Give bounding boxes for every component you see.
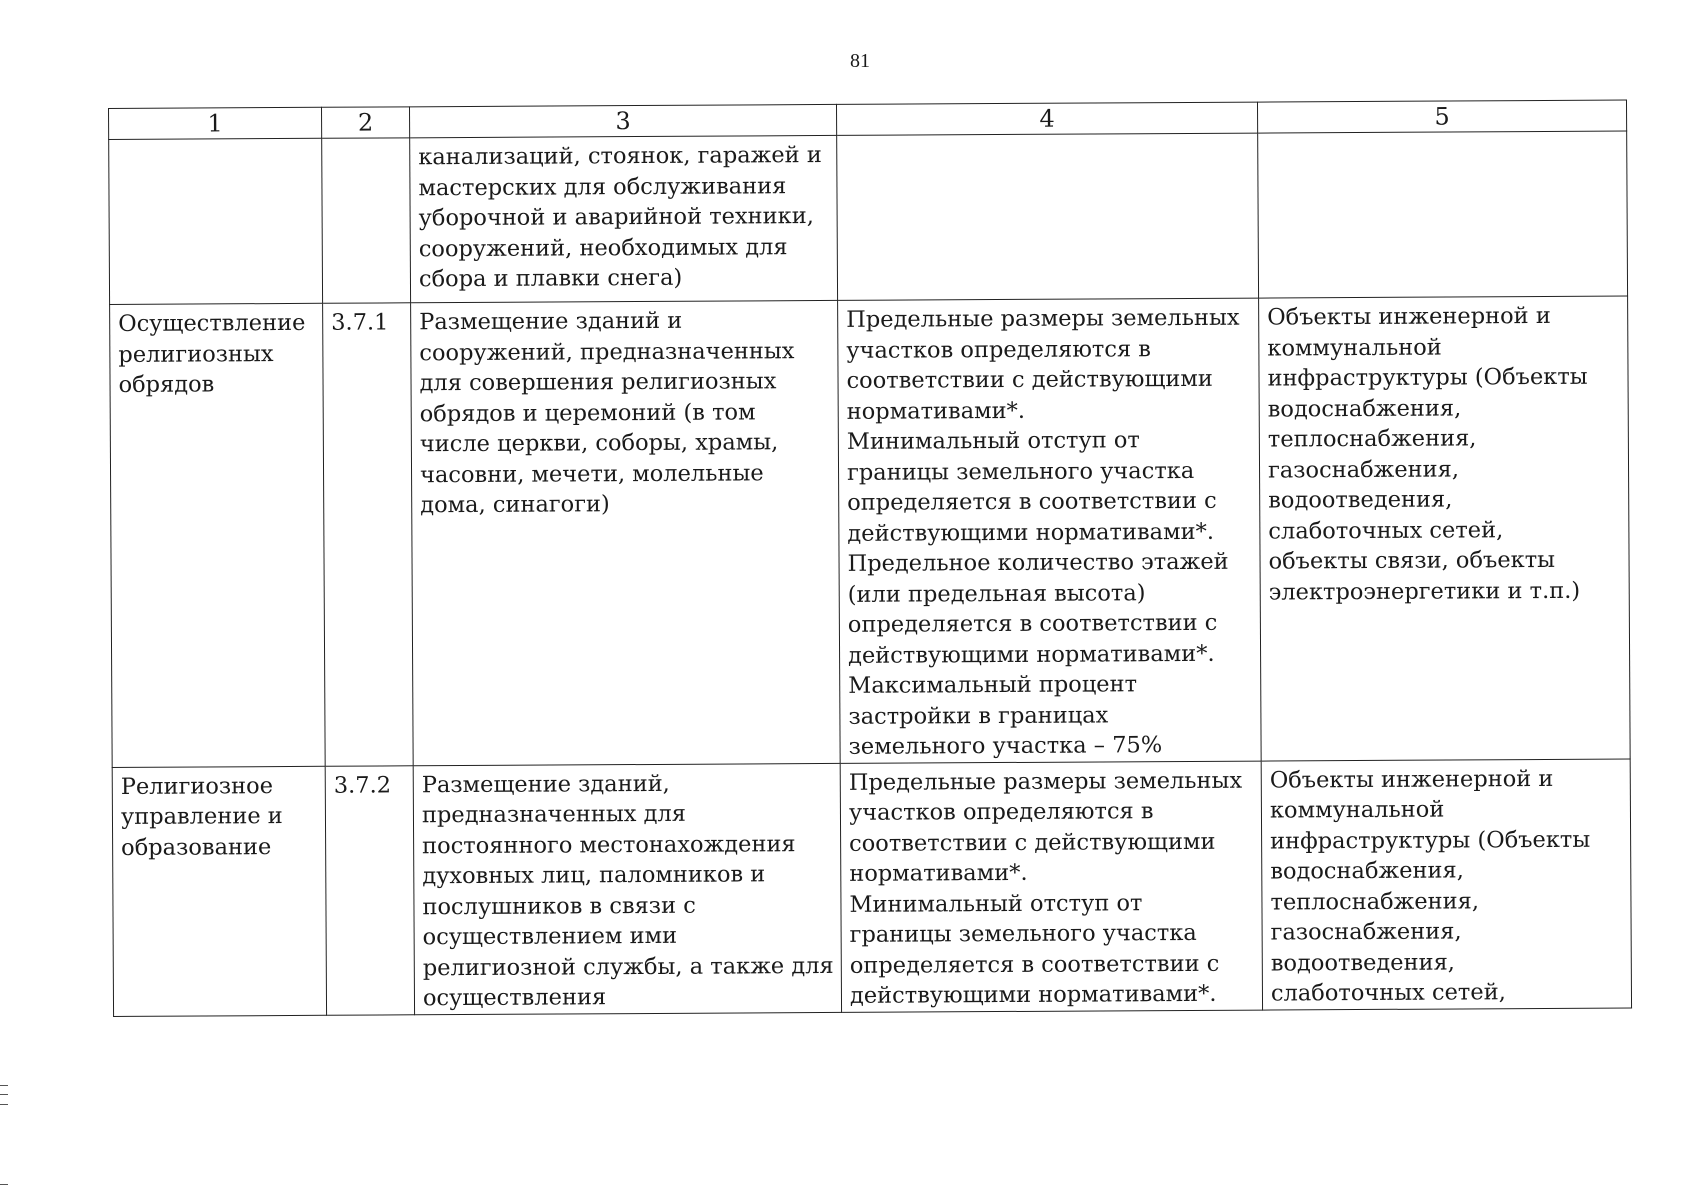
zoning-table	[108, 100, 1632, 1017]
objects-cell	[1258, 131, 1628, 298]
page-number: 81	[850, 50, 870, 72]
table-row	[109, 131, 1628, 304]
use-name-cell: Религиозное управление и образование	[112, 766, 326, 1016]
header-cell-5: 5	[1257, 100, 1626, 133]
use-name-cell	[109, 138, 323, 304]
objects-cell: Объекты инженерной и коммунальной инфраструктуры (Объекты водоснабжения, теплоснабжения, газоснабжения, водоотведения, слаботочных сетей,	[1261, 759, 1631, 1010]
parameters-cell	[837, 133, 1259, 300]
parameters-cell: Предельные размеры земельных участков определяются в соответствии с действующими нормативами*. Минимальный отступ от границы земельного участка определяется в соответствии с действующими нормативами*.	[840, 761, 1262, 1012]
use-code-cell: 3.7.2	[325, 765, 414, 1014]
use-description-cell: канализаций, стоянок, гаражей и мастерских для обслуживания уборочной и аварийной техники, сооружений, необходимых для сбора и плавки снега)	[410, 135, 838, 302]
header-cell-1: 1	[109, 107, 322, 139]
use-description-cell: Размещение зданий и сооружений, предназначенных для совершения религиозных обрядов и церемоний (в том числе церкви, соборы, храмы, часовни, мечети, молельные дома, синагоги)	[411, 300, 841, 765]
use-code-cell	[322, 138, 411, 303]
use-name-cell: Осуществление религиозных обрядов	[110, 303, 326, 767]
header-cell-4: 4	[836, 102, 1257, 135]
table-row	[112, 759, 1631, 1016]
use-description-cell: Размещение зданий, предназначенных для постоянного местонахождения духовных лиц, паломников и послушников в связи с осуществлением ими религиозной службы, а также для осуществления	[413, 763, 841, 1014]
parameters-cell: Предельные размеры земельных участков определяются в соответствии с действующими нормативами*. Минимальный отступ от границы земельного участка определяется в соответствии с действующими нормативами*. Предельное количество этажей (или предельная высота) определяется в соответствии с действующими нормативами*. Максимальный процент застройки в границах земельного участка – 75%	[838, 298, 1262, 763]
objects-cell: Объекты инженерной и коммунальной инфраструктуры (Объекты водоснабжения, теплоснабжения, газоснабжения, водоотведения, слаботочных сетей, объекты связи, объекты электроэнергетики и т.п.)	[1259, 296, 1631, 761]
header-cell-2: 2	[321, 107, 409, 138]
header-cell-3: 3	[409, 104, 836, 137]
table-row	[110, 296, 1631, 767]
scan-margin-mark	[0, 1085, 8, 1105]
use-code-cell: 3.7.1	[323, 303, 414, 766]
scan-margin-mark	[0, 1184, 8, 1185]
